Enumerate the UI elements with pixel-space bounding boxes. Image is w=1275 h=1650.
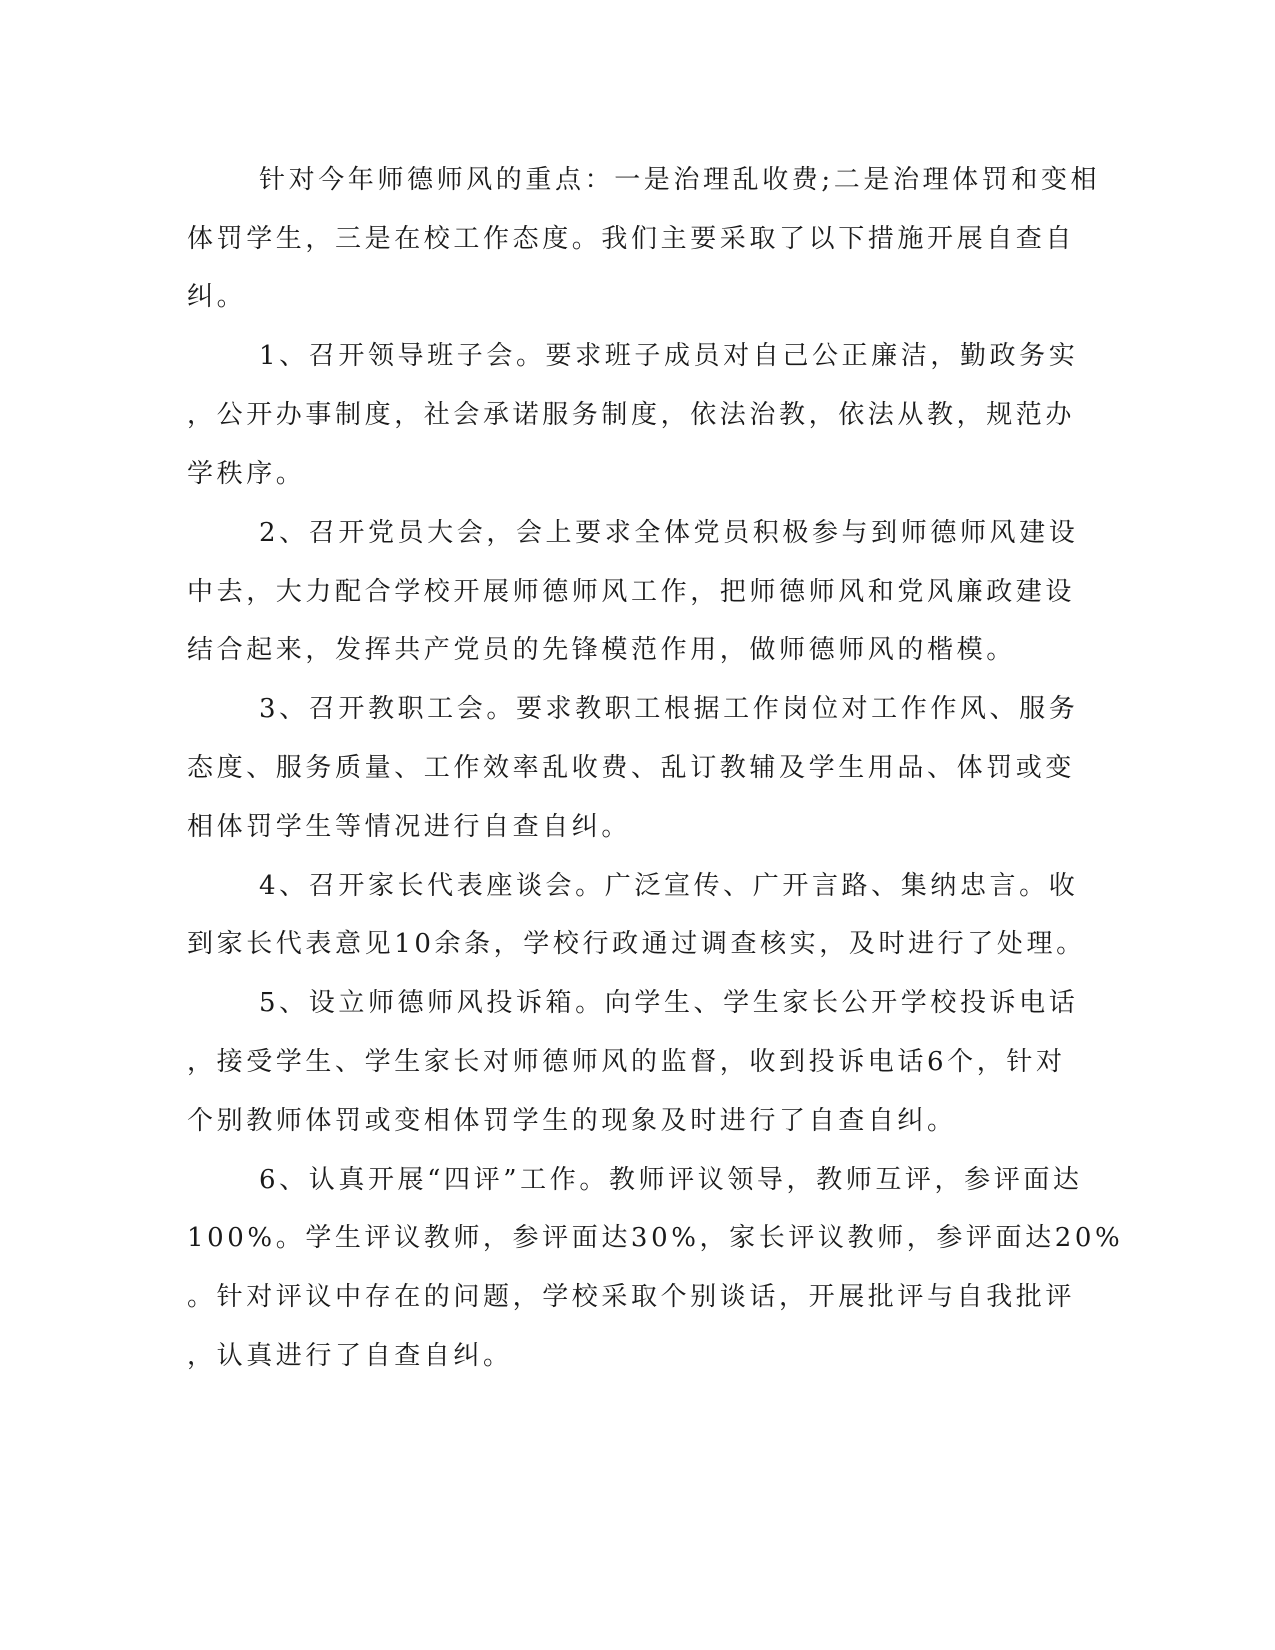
text-line: ，认真进行了自查自纠。	[187, 1341, 513, 1371]
text-line: 6、认真开展“四评”工作。教师评议领导，教师互评，参评面达	[259, 1165, 1083, 1195]
text-line: 到家长代表意见10余条，学校行政通过调查核实，及时进行了处理。	[187, 929, 1086, 959]
text-line: 4、召开家长代表座谈会。广泛宣传、广开言路、集纳忠言。收	[259, 871, 1079, 901]
text-line: ，公开办事制度，社会承诺服务制度，依法治教，依法从教，规范办	[187, 400, 1076, 430]
text-line: 体罚学生，三是在校工作态度。我们主要采取了以下措施开展自查自	[187, 224, 1076, 254]
text-line: 结合起来，发挥共产党员的先锋模范作用，做师德师风的楷模。	[187, 635, 1016, 665]
text-line: 5、设立师德师风投诉箱。向学生、学生家长公开学校投诉电话	[259, 988, 1079, 1018]
text-line: 100%。学生评议教师，参评面达30%，家长评议教师，参评面达20%	[187, 1223, 1124, 1253]
text-line: 3、召开教职工会。要求教职工根据工作岗位对工作作风、服务	[259, 694, 1079, 724]
text-line: 学秩序。	[187, 459, 306, 489]
text-line: 1、召开领导班子会。要求班子成员对自己公正廉洁，勤政务实	[259, 341, 1079, 371]
text-line: 个别教师体罚或变相体罚学生的现象及时进行了自查自纠。	[187, 1106, 957, 1136]
text-line: 态度、服务质量、工作效率乱收费、乱订教辅及学生用品、体罚或变	[187, 753, 1076, 783]
text-line: 纠。	[187, 282, 247, 312]
text-line: 。针对评议中存在的问题，学校采取个别谈话，开展批评与自我批评	[187, 1282, 1076, 1312]
text-line: ，接受学生、学生家长对师德师风的监督，收到投诉电话6个，针对	[187, 1047, 1066, 1077]
text-line: 针对今年师德师风的重点：一是治理乱收费;二是治理体罚和变相	[259, 165, 1101, 195]
text-line: 中去，大力配合学校开展师德师风工作，把师德师风和党风廉政建设	[187, 577, 1076, 607]
text-line: 2、召开党员大会，会上要求全体党员积极参与到师德师风建设	[259, 518, 1079, 548]
text-line: 相体罚学生等情况进行自查自纠。	[187, 812, 632, 842]
